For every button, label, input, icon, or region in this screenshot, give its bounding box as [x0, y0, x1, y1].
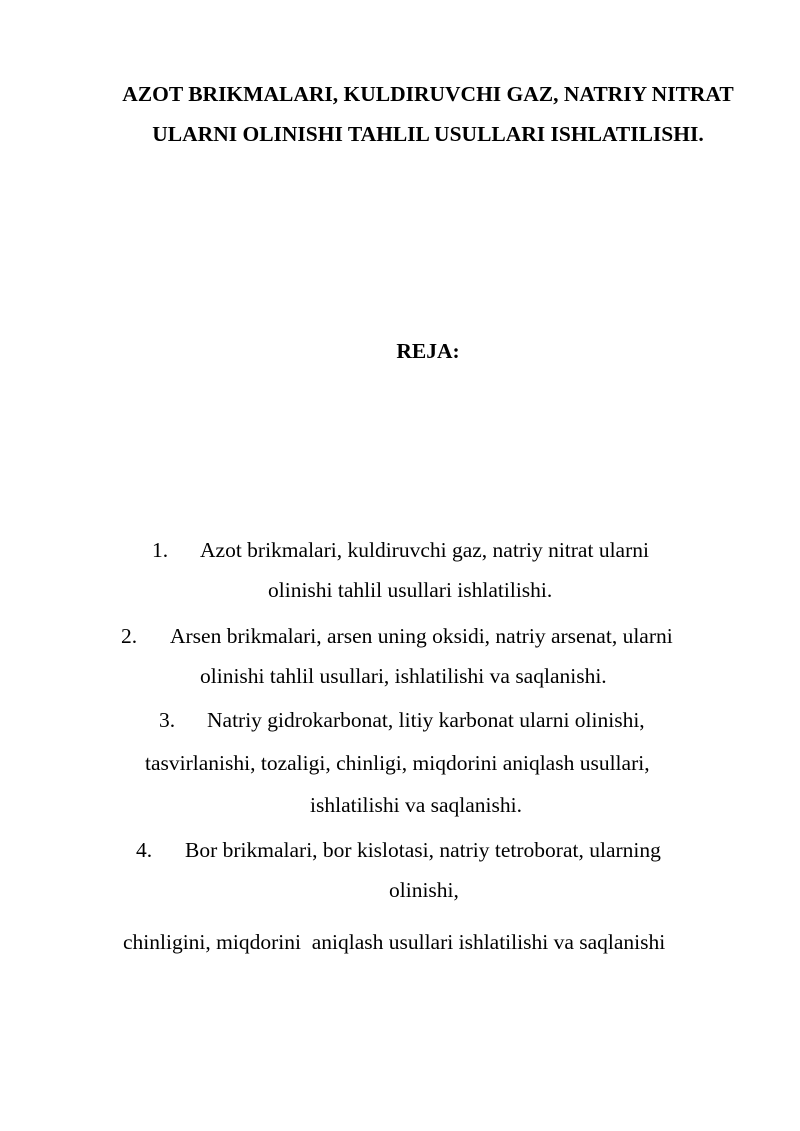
- list-item-1-line-2: olinishi tahlil usullari ishlatilishi.: [268, 578, 553, 602]
- list-item-3-line-3: ishlatilishi va saqlanishi.: [310, 793, 522, 817]
- document-title: AZOT BRIKMALARI, KULDIRUVCHI GAZ, NATRIY NITRAT ULARNI OLINISHI TAHLIL USULLARI ISHLATILISHI.: [122, 82, 734, 146]
- list-item-3-number: 3.: [159, 708, 176, 732]
- list-item-2-line-2: olinishi tahlil usullari, ishlatilishi va saqlanishi.: [200, 664, 607, 688]
- list-item-4-line-3: chinligini, miqdorini aniqlash usullari ishlatilishi va saqlanishi: [123, 930, 666, 954]
- list-item-4-line-1: [136, 836, 661, 864]
- list-item-2-line-1: [121, 622, 673, 650]
- list-item-2-number: 2.: [121, 624, 138, 648]
- list-item-3-line-1: [159, 706, 645, 734]
- plan-heading: REJA:: [396, 339, 460, 363]
- list-item-3-text-1: Natriy gidrokarbonat, litiy karbonat ularni olinishi,: [207, 708, 645, 732]
- list-item-3-line-2: tasvirlanishi, tozaligi, chinligi, miqdorini aniqlash usullari,: [145, 751, 650, 775]
- list-item-4-text-1: Bor brikmalari, bor kislotasi, natriy tetroborat, ularning: [185, 838, 661, 862]
- list-item-1-line-1: [152, 536, 649, 564]
- list-item-1-text-1: Azot brikmalari, kuldiruvchi gaz, natriy nitrat ularni: [200, 538, 649, 562]
- list-item-4-line-2: olinishi,: [389, 878, 459, 902]
- list-item-4-number: 4.: [136, 838, 153, 862]
- list-item-2-text-1: Arsen brikmalari, arsen uning oksidi, natriy arsenat, ularni: [170, 624, 673, 648]
- list-item-1-number: 1.: [152, 538, 169, 562]
